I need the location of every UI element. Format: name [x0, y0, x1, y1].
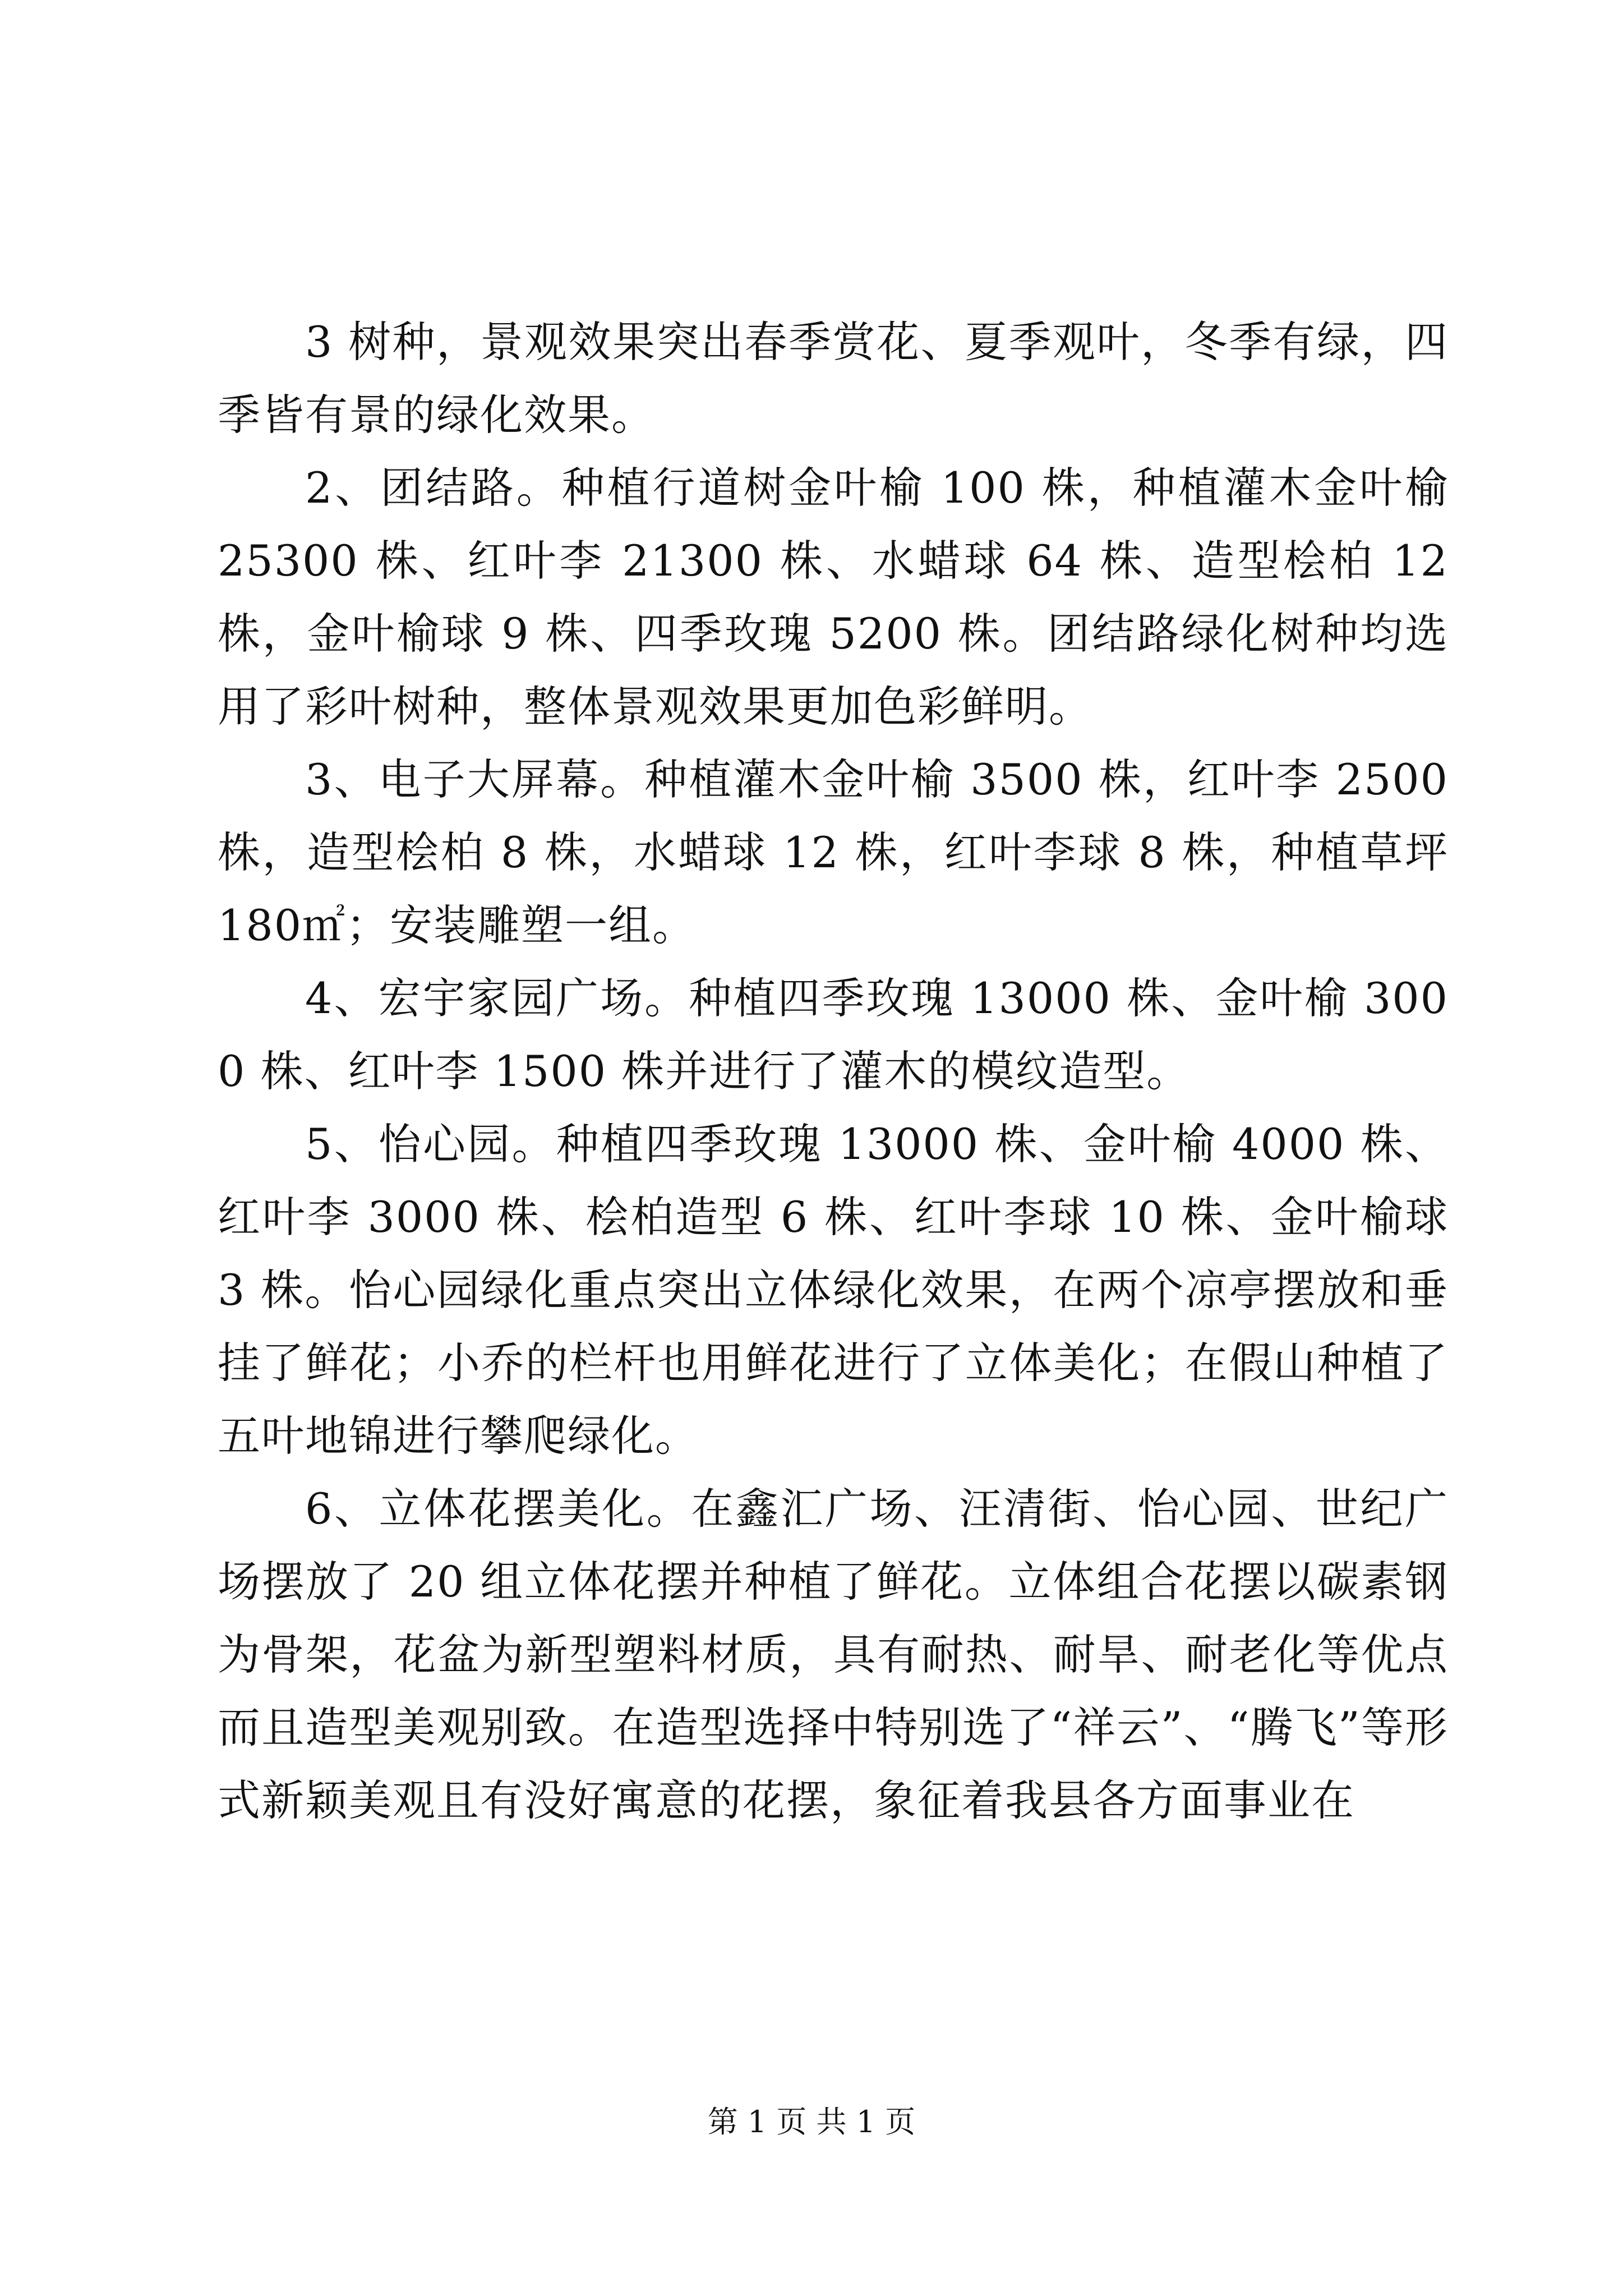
- paragraph: 4、宏宇家园广场。种植四季玫瑰 13000 株、金叶榆 3000 株、红叶李 1500 株并进行了灌木的模纹造型。: [218, 973, 1449, 1096]
- paragraph: 3 树种，景观效果突出春季赏花、夏季观叶，冬季有绿，四季皆有景的绿化效果。: [218, 317, 1449, 440]
- body-text: [218, 306, 1449, 1837]
- paragraph: 3、电子大屏幕。种植灌木金叶榆 3500 株，红叶李 2500 株，造型桧柏 8 株，水蜡球 12 株，红叶李球 8 株，种植草坪 180㎡；安装雕塑一组。: [218, 754, 1449, 950]
- paragraph: 5、怡心园。种植四季玫瑰 13000 株、金叶榆 4000 株、红叶李 3000 株、桧柏造型 6 株、红叶李球 10 株、金叶榆球 3 株。怡心园绿化重点突出立体绿化效果，在两个凉亭摆放和垂挂了鲜花；小乔的栏杆也用鲜花进行了立体美化；在假山种植了五叶地锦进行攀爬绿化。: [218, 1119, 1449, 1461]
- paragraph: 6、立体花摆美化。在鑫汇广场、汪清街、怡心园、世纪广场摆放了 20 组立体花摆并种植了鲜花。立体组合花摆以碳素钢为骨架，花盆为新型塑料材质，具有耐热、耐旱、耐老化等优点而且造型美观别致。在造型选择中特别选了“祥云”、“腾飞”等形式新颖美观且有没好寓意的花摆，象征着我县各方面事业在: [218, 1484, 1449, 1825]
- paragraph: 2、团结路。种植行道树金叶榆 100 株，种植灌木金叶榆 25300 株、红叶李 21300 株、水蜡球 64 株、造型桧柏 12 株，金叶榆球 9 株、四季玫瑰 5200 株。团结路绿化树种均选用了彩叶树种，整体景观效果更加色彩鲜明。: [218, 463, 1449, 731]
- page-footer: 第 1 页 共 1 页: [707, 2104, 916, 2139]
